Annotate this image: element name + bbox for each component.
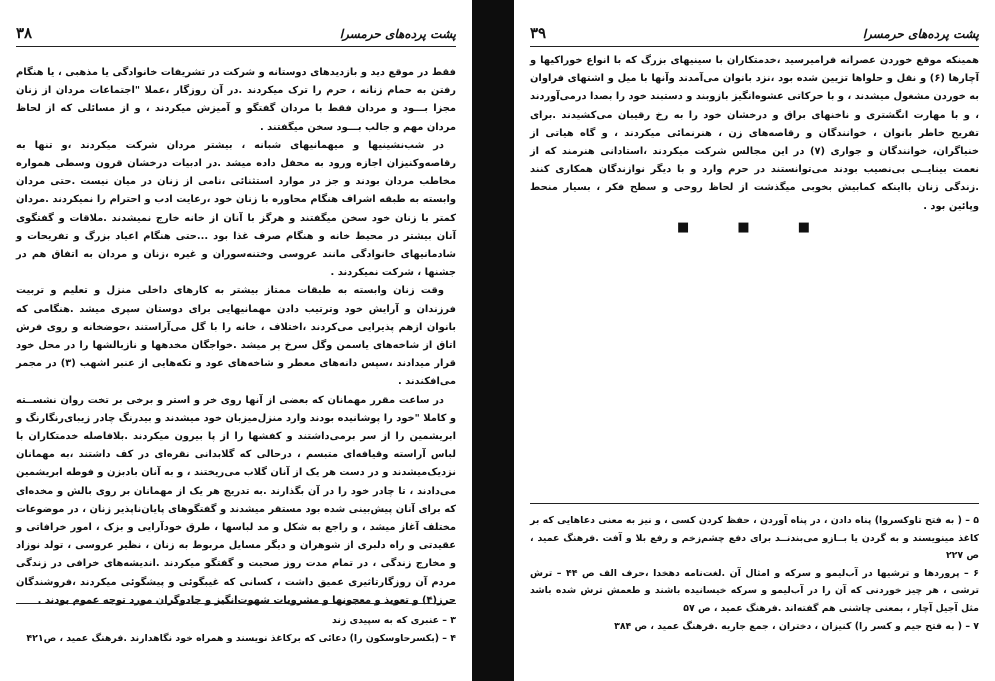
footnote: ۴ – (بکسرحاوسکون را) دعائی که برکاغذ نویسند و همراه خود نگاهدارند .فرهنگ عمید ، ص۴۲۱ [26, 632, 456, 644]
running-title: پشت پرده‌های حرمسرا [862, 27, 979, 41]
left-page [0, 0, 472, 681]
paragraph: در ساعت مقرر مهمانان که بعضی از آنها روی خر و استر و برخی بر تخت روان نشســته و کاملا "خود را پوشانیده بودند وارد منزل‌میزبان خود میشدند و بیدرنگ چادر زیبای‌رنگارنگ و ابریشمین را از سر برمی‌داشتند و کفشها را از پا بیرون میکردند .بلافاصله خدمتکاران با لباس آراسته وقیافه‌ای متبسم ، درحالی که گلابدانی نقره‌ای در کف داشتند ،به مهمانان نزدیک‌میشدند و در دست هر یک از آنان گلاب می‌ریختند ، و به آنان بادبزن و فوطه ابریشمین می‌دادند ، تا چادر خود را در آن بگذارند .به تدریج هر یک از مهمانان بر روی بالش و مخده‌ای که برای آنان پیش‌بینی شده بود مستقر میشدند و گفتگوهای پایان‌ناپذیر زنان ، در موضوعات مختلف آغاز میشد ، و راجع به شکل و مد لباسها ، طرق خودآرایی و بزک ، امور خرافاتی و عقیدتی و راه دلبری از شوهران و دیگر مسایل مربوط به زنان ، نظیر عروسی ، تولد نوزاد و مخارج زندگی ، در تمام مدت روز صحبت و گفتگو میکردند .اندیشه‌های خرافی در زندگی مردم آن روزگارتاثیری عمیق داشت ، کسانی که غیبگوئی و پیشگوئی میکردند ،فروشندگان حرز(۴) و تعویذ و معجونها و مشروبات شهوت‌انگیز و جادوگران مورد توجه عموم بودند . [16, 394, 456, 606]
right-page [514, 0, 995, 681]
left-page-header [16, 26, 456, 47]
page-number: ۳۸ [16, 24, 33, 42]
right-page-header [530, 26, 979, 47]
right-body-text [530, 52, 979, 216]
paragraph: وقت زنان وابسته به طبقات ممتاز بیشتر به کارهای داخلی منزل و تعلیم و تربیت فرزندان و آرایش خود وترتیب دادن مهمانیهایی برای دوستان سپری میشد .هنگامی که بانوان ازهم پذیرایی می‌کردند ،اختلاف ، خانه را با گل می‌آراستند ،حوضخانه و روی فرش اتاق از شاخه‌های یاسمن وگل سرخ پر میشد .خواجگان مخدهها و نازبالشها را در محل خود قرار میدادند ،سپس دانه‌های معطر و شاخه‌های عود و تکه‌هایی از عنبر اشهب (۳) در مجمر می‌افکندند . [16, 285, 457, 388]
footnote: ۵ – ( به فتح تاوکسروا) پناه دادن ، در پناه آوردن ، حفظ کردن کسی ، و نیز به معنی دعاهایی که بر کاغذ مینویسند و به گردن یا بــازو می‌بندنــد برای دفع چشم‌زخم و رفع بلا و آفت .فرهنگ عمید ، ص ۲۲۷ [530, 515, 979, 562]
footnote-rule [16, 603, 456, 604]
section-separator: ■ ■ ■ [676, 220, 833, 235]
left-footnotes [16, 612, 456, 647]
footnote-rule [530, 503, 979, 504]
book-spine [472, 0, 514, 681]
left-body-text [16, 64, 456, 610]
paragraph: همینکه موقع خوردن عصرانه فرامیرسید ،خدمتکاران با سینیهای بزرگ که با انواع خوراکیها و آچارها (۶) و نقل و حلواها تزیین شده بود ،نزد بانوان می‌آمدند وآنها با میل و اشتهای فراوان به خوردن مشغول میشدند ، و با حرکاتی عشوه‌انگیز بازوبند و دستبند خود را بصدا درمی‌آوردند ، و با مهارت انگشتری و ناخنهای براق و درخشان خود را به رخ رقیبان می‌کشیدند .برای تفریح خاطر بانوان ، خوانندگان و رقاصه‌های زن ، هنرنمائی میکردند ، و گاه هیاتی از خنیاگران، خوانندگان و جواری (۷) در این مجالس شرکت میکردند ،استادانی هنرمند که از نعمت بینایــی بی‌نصیب بودند می‌توانستند در حرم وارد و با دیگر نوازندگان همکاری کنند .زندگی زنان بااینکه کمابیش بخوبی میگذشت از لحاظ روحی و سطح فکر ، بسیار منحط وپائین بود . [529, 55, 979, 212]
paragraph: فقط در موقع دید و بازدیدهای دوستانه و شرکت در تشریفات خانوادگی یا مذهبی ، یا هنگام رفتن به حمام زنانه ، حرم را ترک میکردند .در آن روزگار ،عملا "اجتماعات مردان از زنان مجزا بـــود و مردان فقط با مردان گفتگو و آمیزش میکردند ، و از مسائلی که از لحاظ مردان مهم و جالب بـــود سخن میگفتند . [16, 67, 456, 133]
footnote: ۳ – عنبری که به سپیدی زند [331, 615, 456, 626]
page-number: ۳۹ [530, 24, 547, 42]
paragraph: در شب‌نشینیها و میهمانیهای شبانه ، بیشتر مردان شرکت میکردند ،و تنها به رقاصه‌وکنیزان اجازه ورود به محفل داده میشد .در ادبیات درخشان قرون وسطی همواره مخاطب مردان بودند و جز در موارد استثنائی ،نامی از زنان در میان نیست .حتی مردان وابسته به طبقه اشراف هنگام محاوره با زنان خود ،رعایت ادب و احترام را نمیکردند .مردان کمتر با زنان خود سخن میگفتند و هرگز با آنان از خانه خارج نمیشدند .ملاقات و گفتگوی آنان بیشتر در محیط خانه و هنگام صرف غذا بود ...حتی هنگام اعیاد بزرگ و تفریحات و شادمانیهای خانوادگی مانند عروسی وختنه‌سوران و غیره ،زنان و مردان به اتفاق هم در جشنها ، شرکت نمیکردند . [16, 139, 456, 279]
running-title: پشت پرده‌های حرمسرا [339, 27, 456, 41]
footnote: ۶ – پروردها و ترشیها در آب‌لیمو و سرکه و امثال آن .لغت‌نامه دهخدا ،حرف الف ص ۴۴ – ترش ترشی ، هر چیز خوردنی که آن را در آب‌لیمو و سرکه خیسانیده باشند و طعمش ترش شده باشد مثل آجیل آچار ، بمعنی چاشنی هم گفته‌اند .فرهنگ عمید ، ص ۵۷ [530, 567, 979, 614]
right-footnotes [530, 512, 979, 635]
footnote: ۷ – ( به فتح جیم و کسر را) کنیزان ، دختران ، جمع جاریه .فرهنگ عمید ، ص ۳۸۴ [614, 620, 979, 632]
